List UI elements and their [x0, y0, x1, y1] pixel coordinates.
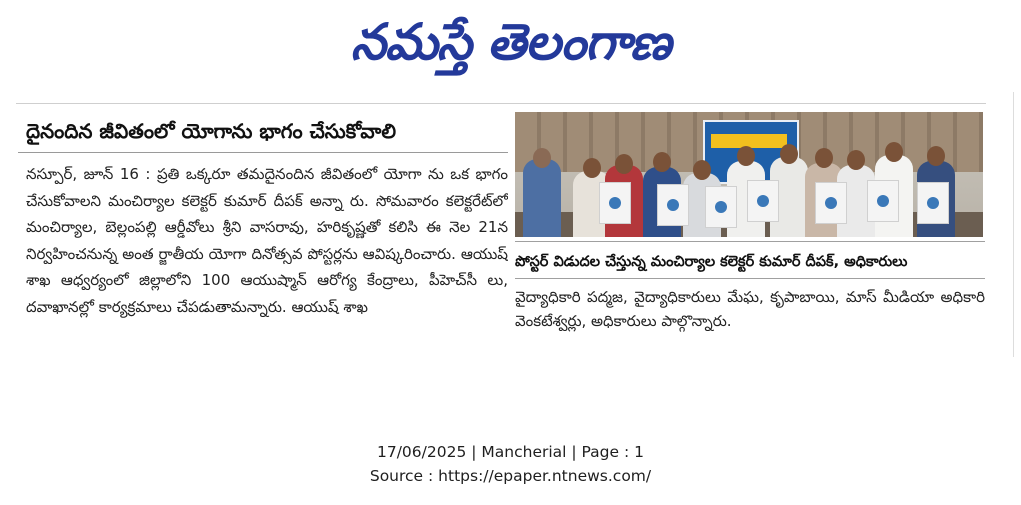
- photo-person-head: [815, 148, 833, 168]
- article-body-left: నస్పూర్, జూన్ 16 : ప్రతి ఒక్కరూ తమదైనందిన జీవితంలో యోగా ను ఒక భాగం చేసుకోవాలని మంచిర్యాల కలెక్టర్ కుమార్ దీపక్ అన్నా రు. సోమవారం కలెక్టరేట్‌లో మంచిర్యాల, బెల్లంపల్లి ఆర్డీవోలు శ్రీని వాసరావు, హరికృష్ణతో కలిసి ఈ నెల 21న నిర్వహించనున్న అంత ర్జాతీయ యోగా దినోత్సవ పోస్టర్లను ఆవిష్కరించారు. ఆయుష్ శాఖ ఆధ్వర్యంలో జిల్లాలోని 100 ఆయుష్మాన్ ఆరోగ్య కేంద్రాలు, పీహెచ్‌సీ లు, దవాఖానల్లో కార్యక్రమాలు చేపడుతామన్నారు. ఆయుష్ శాఖ: [26, 165, 508, 316]
- photo-person-head: [583, 158, 601, 178]
- photo-person-head: [927, 146, 945, 166]
- photo-person-head: [615, 154, 633, 174]
- photo-poster: [705, 186, 737, 228]
- footer-date-edition: 17/06/2025 | Mancherial | Page : 1: [376, 443, 644, 461]
- photo-person-head: [693, 160, 711, 180]
- photo-poster: [657, 184, 689, 226]
- article-headline: దైనందిన జీవితంలో యోగాను భాగం చేసుకోవాలి: [26, 119, 397, 143]
- caption-divider: [515, 278, 985, 279]
- masthead-logo: నమస్తే తెలంగాణ: [350, 13, 671, 71]
- photo-poster: [867, 180, 899, 222]
- photo-person-head: [847, 150, 865, 170]
- photo-person-head: [653, 152, 671, 172]
- photo-person-head: [533, 148, 551, 168]
- article-photo: [515, 112, 983, 237]
- article-right-column: [515, 112, 985, 357]
- photo-poster: [747, 180, 779, 222]
- photo-caption: పోస్టర్ విడుదల చేస్తున్న మంచిర్యాల కలెక్టర్ కుమార్ దీపక్, అధికారులు: [515, 241, 985, 278]
- photo-person-head: [737, 146, 755, 166]
- top-divider: [16, 103, 986, 104]
- page-footer: [0, 440, 1021, 488]
- article-left-column: [18, 112, 508, 357]
- photo-poster: [917, 182, 949, 224]
- headline-divider: [18, 152, 508, 153]
- photo-person-head: [885, 142, 903, 162]
- article-body-right: వైద్యాధికారి పద్మజ, వైద్యాధికారులు మేఘ, కృపాబాయి, మాస్ మీడియా అధికారి వెంకటేశ్వర్లు, అధికారులు పాల్గొన్నారు.: [515, 288, 985, 330]
- photo-person-head: [780, 144, 798, 164]
- footer-source: Source : https://epaper.ntnews.com/: [369, 467, 652, 485]
- photo-poster: [599, 182, 631, 224]
- right-border: [1013, 92, 1014, 357]
- photo-poster: [815, 182, 847, 224]
- photo-person: [523, 159, 561, 237]
